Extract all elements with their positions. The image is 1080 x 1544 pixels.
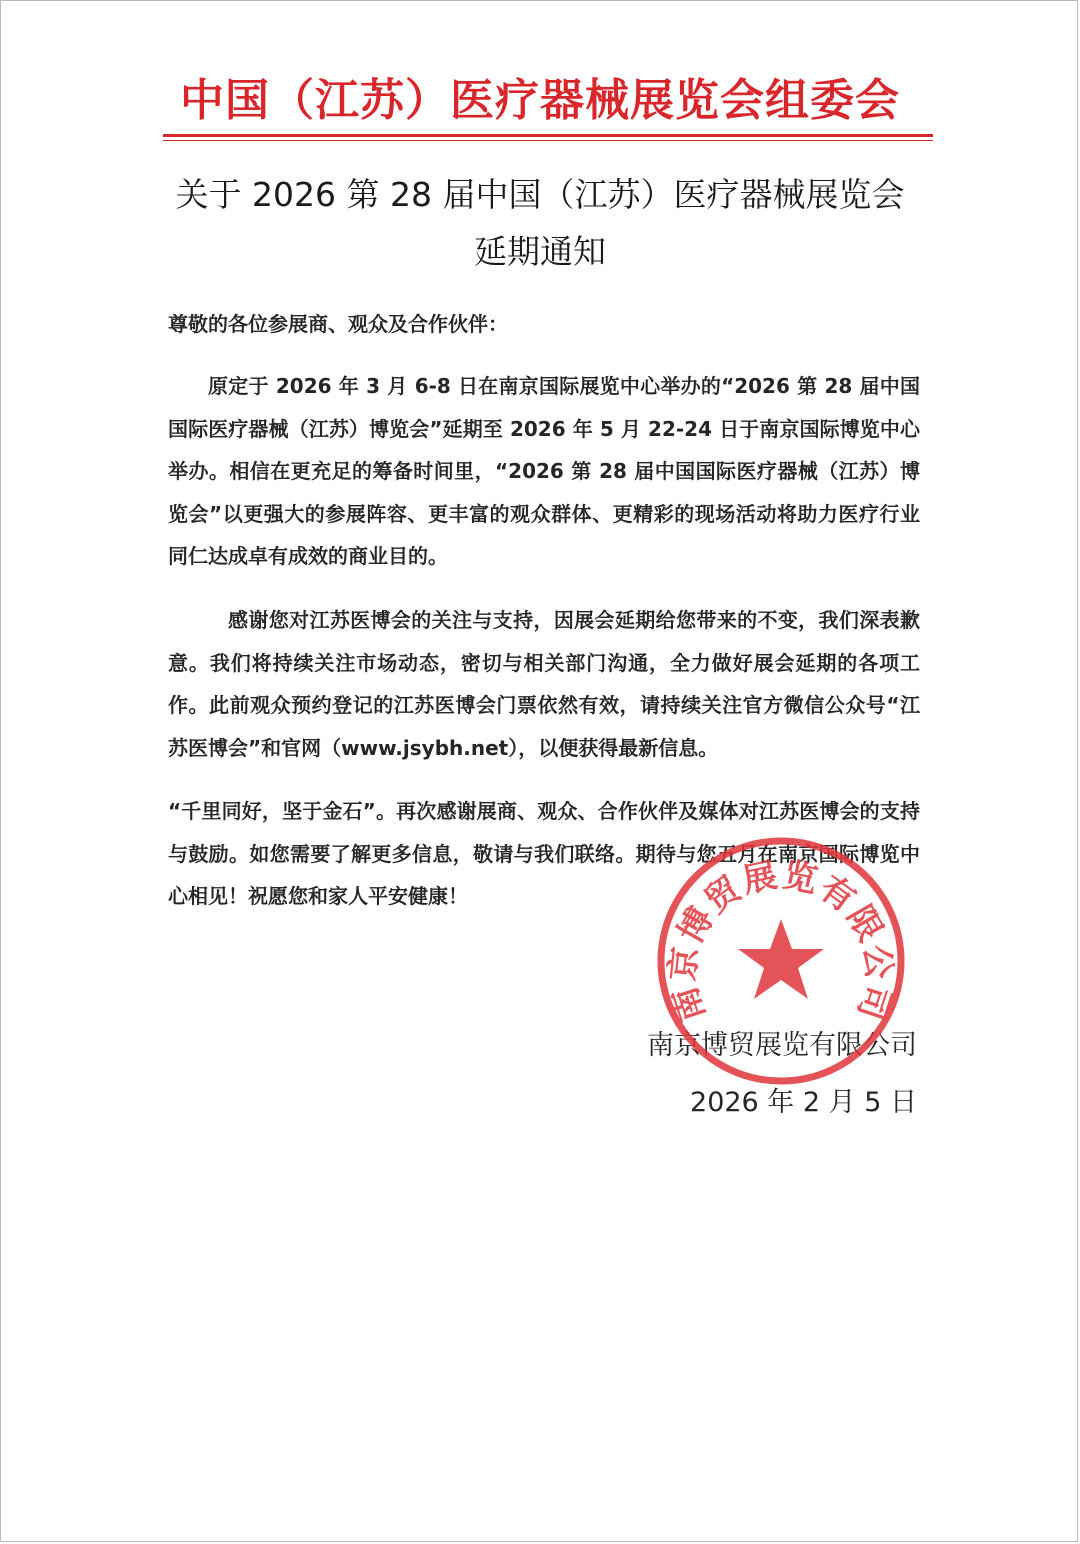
letterhead-title: 中国（江苏）医疗器械展览会组委会	[180, 75, 900, 126]
star-icon	[738, 919, 824, 999]
company-seal	[653, 833, 909, 1089]
signature-company: 南京博贸展览有限公司	[647, 1030, 917, 1061]
seal-text: 南京博贸展览有限公司	[662, 854, 900, 1027]
signature-date: 2026 年 2 月 5 日	[690, 1087, 917, 1118]
salutation: 尊敬的各位参展商、观众及合作伙伴：	[168, 312, 508, 336]
paragraph-closing: “千里同好，坚于金石”。再次感谢展商、观众、合作伙伴及媒体对江苏医博会的支持与鼓励。如您需要了解更多信息，敬请与我们联络。期待与您五月在南京国际博览中心相见！祝愿您和家人平安健康！	[168, 799, 920, 908]
paragraph-postponement: 原定于 2026 年 3 月 6-8 日在南京国际展览中心举办的“2026 第 28 届中国国际医疗器械（江苏）博览会”延期至 2026 年 5 月 22-24 日于南京国际博览中心举办。相信在更充足的筹备时间里，“2026 第 28 届中国国际医疗器械（江苏）博览会”以更强大的参展阵容、更丰富的观众群体、更精彩的现场活动将助力医疗行业同仁达成卓有成效的商业目的。	[168, 374, 920, 568]
paragraph-apology: 感谢您对江苏医博会的关注与支持，因展会延期给您带来的不变，我们深表歉意。我们将持续关注市场动态，密切与相关部门沟通，全力做好展会延期的各项工作。此前观众预约登记的江苏医博会门票依然有效，请持续关注官方微信公众号“江苏医博会”和官网（www.jsybh.net），以便获得最新信息。	[168, 608, 920, 760]
letterhead-rule-thick	[163, 134, 933, 137]
letterhead-rule-thin	[163, 140, 933, 141]
notice-title-line1: 关于 2026 第 28 届中国（江苏）医疗器械展览会	[175, 175, 905, 214]
notice-title-line2: 延期通知	[474, 232, 606, 271]
